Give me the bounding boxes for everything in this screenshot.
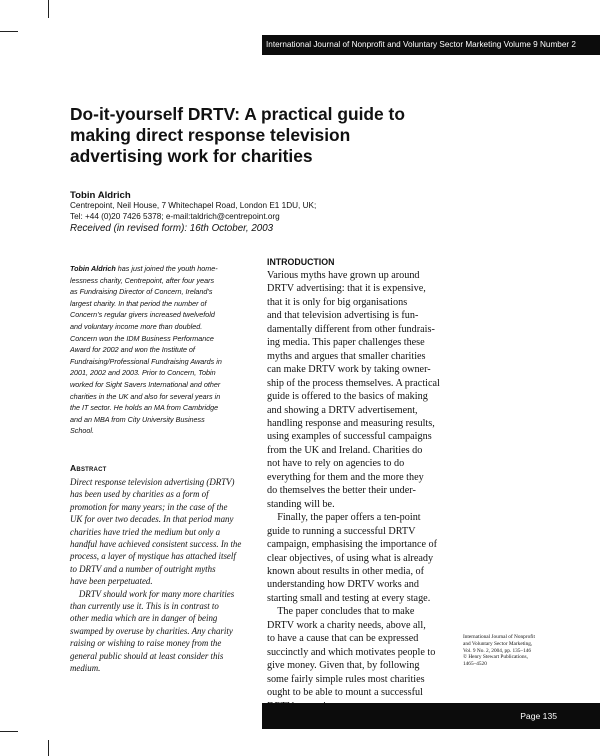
bio-line: as Fundraising Director of Concern, Ireland’s [70,287,213,297]
abstract-line: other media which are in danger of being [70,613,218,624]
abstract-line: UK for over two decades. In that period many [70,514,234,525]
bio-line: worked for Sight Savers International and other [70,379,221,389]
article-title [70,104,450,167]
abstract-line: to DRTV and a number of outright myths [70,563,216,574]
intro-line: starting small and testing at every stage. [267,592,431,604]
abstract-heading: Abstract [70,463,107,473]
sidenote-line: and Voluntary Sector Marketing, [463,640,533,647]
journal-line: International Journal of Nonprofit and Voluntary Sector Marketing Volume 9 Number 2 [266,40,576,49]
intro-line: standing will be. [267,498,335,510]
bio-line: and an MBA from City University Business [70,414,205,424]
abstract-line: raising or wishing to raise money from the [70,638,222,649]
bio-line: Fundraising/Professional Fundraising Awards in [70,356,222,366]
crop-mark [0,31,18,32]
sidenote-line: Vol. 9 No. 2, 2004, pp. 135–146 [463,647,532,654]
bio-line: lessness charity, Centrepoint, after four years [70,275,215,285]
intro-line: succinctly and which motivates people to [267,646,436,658]
abstract-line: Direct response television advertising (DRTV) [70,477,235,487]
intro-line: campaign, emphasising the importance of [267,539,438,551]
bio-line: Concern’s regular givers increased twelvefold [70,310,215,320]
intro-line: understanding how DRTV works and [267,579,419,591]
journal-header-bar [262,35,600,55]
bio-line: largest charity. In that period the number of [70,298,207,308]
abstract-line: general public should at least consider this [70,650,224,661]
intro-line: guide to running a successful DRTV [267,525,416,537]
intro-line: myths and argues that smaller charities [267,350,426,362]
author-bio [70,263,254,437]
author-name: Tobin Aldrich [70,190,131,201]
intro-line: give money. Given that, by following [267,660,420,672]
intro-line: clear objectives, of using what is already [267,552,434,564]
abstract-line: has been used by charities as a form of [70,489,209,500]
intro-line: known about results in other media, of [267,565,425,577]
publication-sidenote [463,634,563,668]
bio-line: Award for 2002 and won the Institute of [70,345,195,355]
intro-line: handling response and measuring results, [267,417,435,429]
intro-line: DRTV work a charity needs, above all, [267,619,426,631]
bio-line: charities in the UK and also for several years in [70,391,221,401]
intro-line: Various myths have grown up around [267,270,420,281]
sidenote-line: International Journal of Nonprofit [463,634,535,640]
intro-line: guide is offered to the basics of making [267,391,428,403]
sidenote-line: 1465–4520 [463,661,487,668]
intro-line: ship of the process themselves. A practical [267,377,440,389]
received-date: Received (in revised form): 16th October, 2003 [70,223,274,234]
abstract-line: charities have tried the medium but only a [70,526,221,537]
intro-line: using examples of successful campaigns [267,431,432,443]
abstract-line: swamped by overuse by charities. Any charity [70,625,233,636]
abstract-line: promotion for many years; in the case of the [70,501,228,512]
intro-line: ought to be able to mount a successful [267,687,423,699]
intro-line: Finally, the paper offers a ten-point [267,512,421,524]
affiliation-line: Tel: +44 (0)20 7426 5378; e-mail:taldrich@centrepoint.org [70,212,280,221]
intro-line: to have a cause that can be expressed [267,633,419,645]
sidenote-line: © Henry Stewart Publications, [463,654,528,661]
title-line: advertising work for charities [70,146,313,166]
bio-name: Tobin Aldrich [70,264,116,273]
crop-mark [48,0,49,18]
bio-line: the IT sector. He holds an MA from Cambridge [70,403,219,413]
intro-line: some fairly simple rules most charities [267,673,425,685]
intro-line: not have to rely on agencies to do [267,458,405,470]
intro-line: can make DRTV work by taking owner- [267,364,431,376]
intro-line: everything for them and the more they [267,471,424,483]
bio-first-line: has just joined the youth home- [115,264,218,273]
abstract-text [70,476,254,675]
bio-line: 2001, 2002 and 2003. Prior to Concern, Tobin [70,368,216,378]
abstract-line: DRTV should work for many more charities [70,588,235,599]
intro-line: do themselves the better their under- [267,485,416,497]
title-line: making direct response television [70,125,351,145]
intro-line: DRTV advertising: that it is expensive, [267,283,426,295]
intro-line: The paper concludes that to make [267,606,415,618]
title-line: Do-it-yourself DRTV: A practical guide to [70,104,405,124]
bio-line: Concern won the IDM Business Performance [70,333,214,343]
abstract-line: handful have achieved consistent success. In the [70,539,242,550]
intro-line: and that television advertising is fun- [267,310,419,322]
abstract-line: medium. [70,663,101,674]
crop-mark [48,740,49,756]
intro-line: damentally different from other fundrais- [267,323,435,335]
introduction-heading: INTRODUCTION [267,257,335,267]
intro-line: from the UK and Ireland. Charities do [267,444,423,456]
bio-line [70,263,254,275]
intro-line: and showing a DRTV advertisement, [267,404,418,416]
abstract-line: have been perpetuated. [70,576,153,587]
intro-line: ing media. This paper challenges these [267,337,425,349]
bio-line: School. [70,426,94,436]
bio-line: and voluntary income more than doubled. [70,321,203,331]
intro-line: that it is only for big organisations [267,296,408,308]
abstract-line: process, a layer of mystique has attached itself [70,551,236,562]
author-affiliation [70,200,370,222]
page-number: Page 135 [520,711,557,721]
page-footer-bar [262,703,600,729]
introduction-text [267,269,452,713]
affiliation-line: Centrepoint, Neil House, 7 Whitechapel Road, London E1 1DU, UK; [70,201,317,210]
abstract-line: than currently use it. This is in contrast to [70,601,219,612]
crop-mark [0,731,18,732]
